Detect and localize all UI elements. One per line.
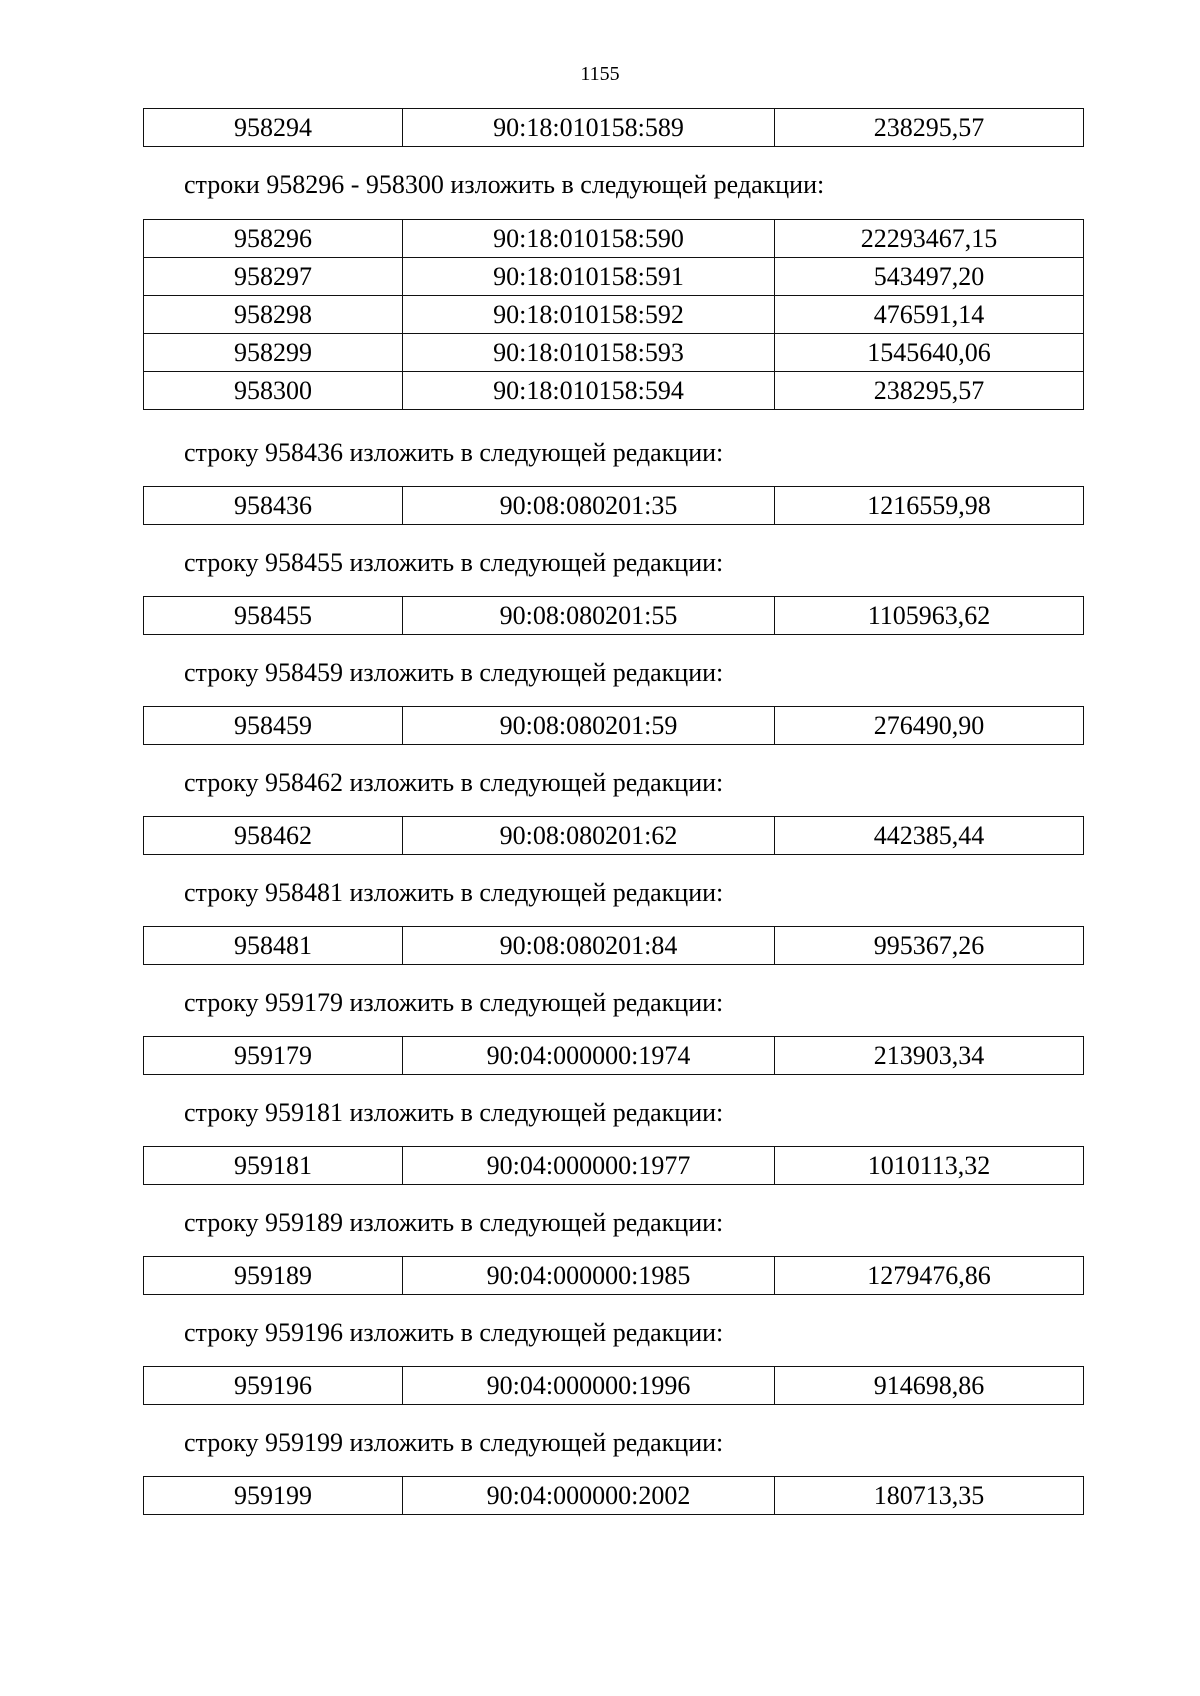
section-instruction: строку 958481 изложить в следующей редакции:	[184, 878, 724, 907]
cadastral-number-cell: 90:18:010158:589	[403, 109, 775, 147]
cadastral-number-cell: 90:18:010158:592	[403, 296, 775, 334]
row-number-cell: 959181	[144, 1147, 403, 1185]
table-row	[144, 707, 1084, 745]
table-row	[144, 220, 1084, 258]
cadastral-number-cell: 90:08:080201:55	[403, 597, 775, 635]
section-instruction: строку 958462 изложить в следующей редакции:	[184, 768, 724, 797]
table-row	[144, 109, 1084, 147]
top-row-table	[143, 108, 1084, 147]
cadastral-number-cell: 90:04:000000:1977	[403, 1147, 775, 1185]
section-instruction: строки 958296 - 958300 изложить в следующей редакции:	[184, 170, 825, 199]
value-cell: 1545640,06	[775, 334, 1084, 372]
cadastral-number-cell: 90:18:010158:594	[403, 372, 775, 410]
section-table	[143, 706, 1084, 745]
row-number-cell: 958462	[144, 817, 403, 855]
table-row	[144, 1257, 1084, 1295]
section-table	[143, 1036, 1084, 1075]
section-table	[143, 926, 1084, 965]
row-number-cell: 958296	[144, 220, 403, 258]
section-instruction: строку 958459 изложить в следующей редакции:	[184, 658, 724, 687]
value-cell: 213903,34	[775, 1037, 1084, 1075]
page-number: 1155	[580, 63, 620, 85]
value-cell: 1105963,62	[775, 597, 1084, 635]
table-row	[144, 296, 1084, 334]
table-row	[144, 1037, 1084, 1075]
value-cell: 914698,86	[775, 1367, 1084, 1405]
row-number-cell: 958436	[144, 487, 403, 525]
section-table	[143, 596, 1084, 635]
section-table	[143, 219, 1084, 410]
value-cell: 1279476,86	[775, 1257, 1084, 1295]
section-table	[143, 486, 1084, 525]
cadastral-number-cell: 90:04:000000:1985	[403, 1257, 775, 1295]
cadastral-number-cell: 90:04:000000:1996	[403, 1367, 775, 1405]
table-row	[144, 334, 1084, 372]
cadastral-number-cell: 90:18:010158:590	[403, 220, 775, 258]
section-instruction: строку 958436 изложить в следующей редакции:	[184, 438, 724, 467]
section-instruction: строку 959189 изложить в следующей редакции:	[184, 1208, 724, 1237]
row-number-cell: 958481	[144, 927, 403, 965]
section-table	[143, 1146, 1084, 1185]
cadastral-number-cell: 90:08:080201:62	[403, 817, 775, 855]
table-row	[144, 1477, 1084, 1515]
value-cell: 543497,20	[775, 258, 1084, 296]
section-instruction: строку 959199 изложить в следующей редакции:	[184, 1428, 724, 1457]
section-instruction: строку 959179 изложить в следующей редакции:	[184, 988, 724, 1017]
value-cell: 442385,44	[775, 817, 1084, 855]
cadastral-number-cell: 90:18:010158:591	[403, 258, 775, 296]
section-table	[143, 1366, 1084, 1405]
row-number-cell: 958455	[144, 597, 403, 635]
section-table	[143, 1256, 1084, 1295]
value-cell: 1010113,32	[775, 1147, 1084, 1185]
value-cell: 22293467,15	[775, 220, 1084, 258]
value-cell: 476591,14	[775, 296, 1084, 334]
table-row	[144, 258, 1084, 296]
row-number-cell: 958294	[144, 109, 403, 147]
cadastral-number-cell: 90:04:000000:1974	[403, 1037, 775, 1075]
row-number-cell: 958300	[144, 372, 403, 410]
cadastral-number-cell: 90:04:000000:2002	[403, 1477, 775, 1515]
section-instruction: строку 958455 изложить в следующей редакции:	[184, 548, 724, 577]
table-row	[144, 927, 1084, 965]
value-cell: 1216559,98	[775, 487, 1084, 525]
cadastral-number-cell: 90:08:080201:35	[403, 487, 775, 525]
row-number-cell: 958297	[144, 258, 403, 296]
section-table	[143, 1476, 1084, 1515]
table-row	[144, 1367, 1084, 1405]
row-number-cell: 959179	[144, 1037, 403, 1075]
section-instruction: строку 959181 изложить в следующей редакции:	[184, 1098, 724, 1127]
table-row	[144, 817, 1084, 855]
value-cell: 180713,35	[775, 1477, 1084, 1515]
value-cell: 238295,57	[775, 372, 1084, 410]
value-cell: 238295,57	[775, 109, 1084, 147]
cadastral-number-cell: 90:08:080201:59	[403, 707, 775, 745]
row-number-cell: 959189	[144, 1257, 403, 1295]
cadastral-number-cell: 90:18:010158:593	[403, 334, 775, 372]
value-cell: 276490,90	[775, 707, 1084, 745]
value-cell: 995367,26	[775, 927, 1084, 965]
row-number-cell: 959199	[144, 1477, 403, 1515]
table-row	[144, 372, 1084, 410]
row-number-cell: 958299	[144, 334, 403, 372]
row-number-cell: 958459	[144, 707, 403, 745]
section-instruction: строку 959196 изложить в следующей редакции:	[184, 1318, 724, 1347]
section-table	[143, 816, 1084, 855]
table-row	[144, 487, 1084, 525]
row-number-cell: 959196	[144, 1367, 403, 1405]
table-row	[144, 597, 1084, 635]
table-row	[144, 1147, 1084, 1185]
row-number-cell: 958298	[144, 296, 403, 334]
cadastral-number-cell: 90:08:080201:84	[403, 927, 775, 965]
